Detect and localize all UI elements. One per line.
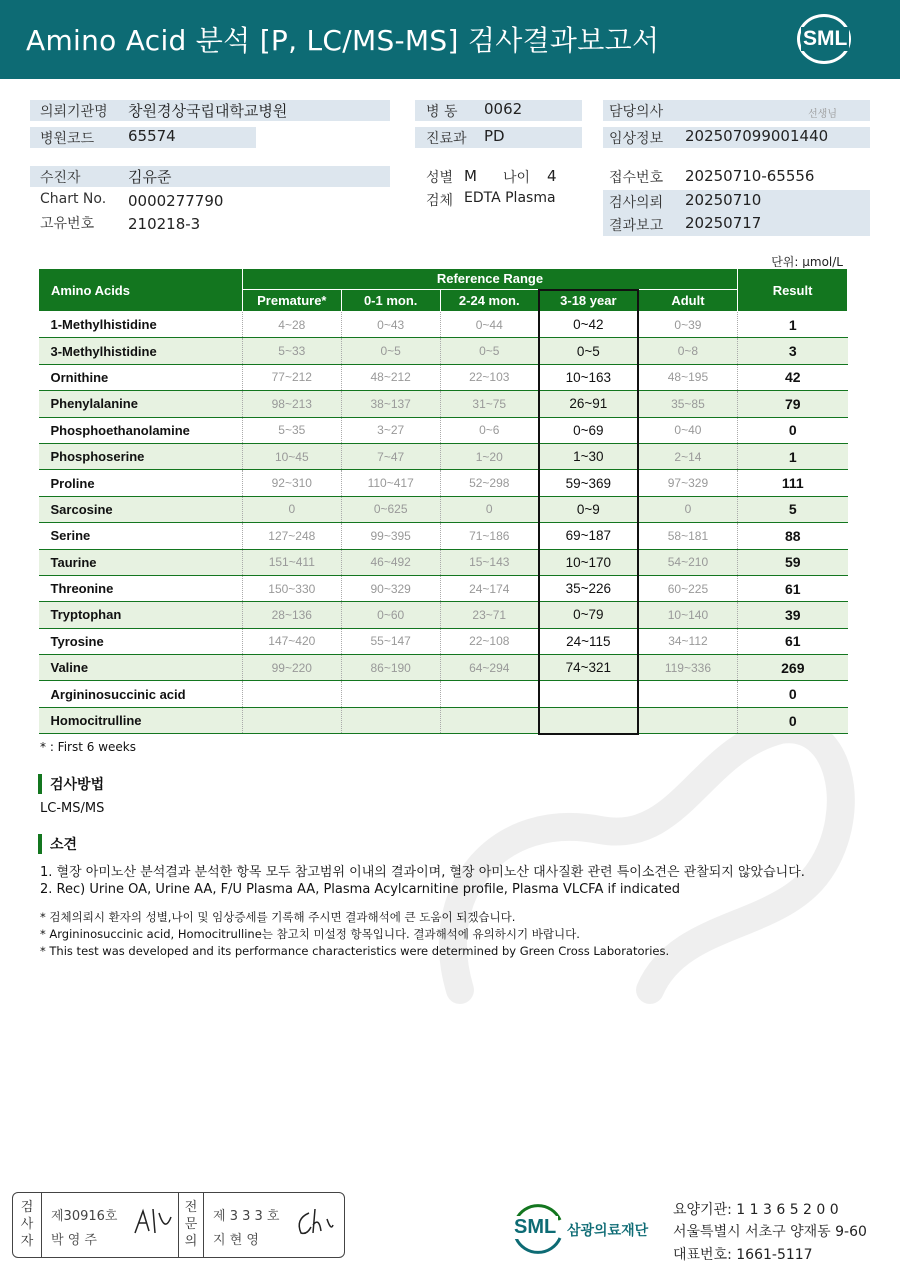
reference-range-highlight	[539, 681, 638, 707]
reference-range: 60~225	[638, 575, 738, 601]
report-date-value: 20250717	[685, 214, 762, 232]
report-title: Amino Acid 분석 [P, LC/MS-MS] 검사결과보고서	[26, 24, 660, 57]
table-row	[39, 628, 848, 654]
table-row	[39, 417, 848, 443]
reference-range: 64~294	[440, 655, 539, 681]
table-row	[39, 575, 848, 601]
col-reference-range: Reference Range	[242, 269, 737, 290]
reference-range	[341, 681, 440, 707]
reference-range-highlight: 35~226	[539, 575, 638, 601]
reference-range: 48~212	[341, 364, 440, 390]
reference-range-highlight: 0~42	[539, 312, 638, 338]
specimen-label: 검체	[426, 193, 454, 209]
age-value: 4	[547, 167, 557, 185]
reference-range: 48~195	[638, 364, 738, 390]
table-row	[39, 707, 848, 733]
reference-range: 0~40	[638, 417, 738, 443]
reference-range: 58~181	[638, 523, 738, 549]
reference-range: 55~147	[341, 628, 440, 654]
reference-range: 23~71	[440, 602, 539, 628]
col-range: Adult	[638, 290, 738, 312]
method-title: 검사방법	[38, 774, 104, 794]
reference-range: 52~298	[440, 470, 539, 496]
reference-range: 0~5	[440, 338, 539, 364]
organization-name: 삼광의료재단	[567, 1223, 649, 1239]
table-row	[39, 443, 848, 469]
reference-range: 77~212	[242, 364, 341, 390]
footnote: * : First 6 weeks	[40, 740, 136, 754]
reference-range: 147~420	[242, 628, 341, 654]
reference-range	[242, 681, 341, 707]
divider	[41, 1193, 42, 1257]
patient-name-label: 수진자	[40, 170, 81, 186]
result-value: 5	[738, 496, 848, 522]
result-value: 0	[738, 681, 848, 707]
ward-value: 0062	[484, 100, 523, 118]
amino-acid-name: Argininosuccinic acid	[39, 681, 243, 707]
reference-range: 24~174	[440, 575, 539, 601]
request-date-label: 검사의뢰	[609, 195, 664, 211]
reference-range-highlight: 0~69	[539, 417, 638, 443]
reference-range: 97~329	[638, 470, 738, 496]
examiner-label: 검 사 자	[20, 1200, 34, 1249]
reference-range	[440, 681, 539, 707]
specialist-label: 전 문 의	[184, 1200, 198, 1249]
reference-range-highlight: 74~321	[539, 655, 638, 681]
result-value: 1	[738, 312, 848, 338]
table-row	[39, 681, 848, 707]
amino-acid-name: Phosphoserine	[39, 443, 243, 469]
request-date-value: 20250710	[685, 191, 762, 209]
unit-label: 단위: μmol/L	[771, 255, 843, 269]
table-row	[39, 549, 848, 575]
report-date-label: 결과보고	[609, 218, 664, 234]
reference-range-highlight: 59~369	[539, 470, 638, 496]
report-header	[0, 0, 900, 79]
address: 서울특별시 서초구 양재동 9-60	[673, 1224, 867, 1240]
result-value: 0	[738, 707, 848, 733]
receipt-no-label: 접수번호	[609, 170, 664, 186]
reference-range: 5~35	[242, 417, 341, 443]
amino-acid-name: Sarcosine	[39, 496, 243, 522]
reference-range: 98~213	[242, 391, 341, 417]
info-band	[30, 166, 390, 187]
col-range: Premature*	[242, 290, 341, 312]
reference-range: 22~108	[440, 628, 539, 654]
reference-range: 31~75	[440, 391, 539, 417]
reference-range: 34~112	[638, 628, 738, 654]
reference-range: 127~248	[242, 523, 341, 549]
reference-range: 0	[440, 496, 539, 522]
amino-acid-name: Homocitrulline	[39, 707, 243, 733]
reference-range: 5~33	[242, 338, 341, 364]
reference-range: 0~5	[341, 338, 440, 364]
result-value: 39	[738, 602, 848, 628]
table-row	[39, 338, 848, 364]
reference-range-highlight: 69~187	[539, 523, 638, 549]
reference-range: 4~28	[242, 312, 341, 338]
signature-box	[12, 1192, 345, 1258]
col-amino-acids: Amino Acids	[39, 269, 243, 312]
result-value: 59	[738, 549, 848, 575]
reference-range: 110~417	[341, 470, 440, 496]
reference-range-highlight	[539, 707, 638, 733]
doctor-suffix: 선생님	[808, 109, 837, 120]
examiner-signature-icon	[131, 1203, 175, 1239]
reference-range: 99~395	[341, 523, 440, 549]
reference-range: 3~27	[341, 417, 440, 443]
sex-value: M	[464, 167, 477, 185]
unique-no-label: 고유번호	[40, 216, 95, 232]
reference-range: 0~8	[638, 338, 738, 364]
opinion-line: 1. 혈장 아미노산 분석결과 분석한 항목 모두 참고범위 이내의 결과이며, 혈장 아미노산 대사질환 관련 특이소견은 관찰되지 않았습니다.	[40, 865, 805, 880]
result-value: 111	[738, 470, 848, 496]
divider	[203, 1193, 204, 1257]
reference-range: 1~20	[440, 443, 539, 469]
amino-acid-name: Phosphoethanolamine	[39, 417, 243, 443]
result-value: 3	[738, 338, 848, 364]
reference-range: 46~492	[341, 549, 440, 575]
reference-range-highlight: 0~9	[539, 496, 638, 522]
result-value: 88	[738, 523, 848, 549]
chart-no-value: 0000277790	[128, 192, 224, 210]
reference-range-highlight: 26~91	[539, 391, 638, 417]
result-value: 79	[738, 391, 848, 417]
amino-acid-name: Ornithine	[39, 364, 243, 390]
reference-range: 0	[242, 496, 341, 522]
reference-range: 35~85	[638, 391, 738, 417]
col-range: 2-24 mon.	[440, 290, 539, 312]
examiner-license: 제30916호	[51, 1209, 118, 1224]
institution-label: 의뢰기관명	[40, 104, 108, 120]
result-value: 61	[738, 575, 848, 601]
table-row	[39, 655, 848, 681]
hospital-code-label: 병원코드	[40, 131, 95, 147]
institution-code: 요양기관: 1 1 3 6 5 2 0 0	[673, 1202, 839, 1218]
clinical-info-label: 임상정보	[609, 131, 664, 147]
opinion-title: 소견	[38, 834, 77, 854]
reference-range: 90~329	[341, 575, 440, 601]
result-value: 42	[738, 364, 848, 390]
reference-range: 92~310	[242, 470, 341, 496]
sex-label: 성별	[426, 170, 454, 186]
reference-range	[341, 707, 440, 733]
reference-range: 38~137	[341, 391, 440, 417]
doctor-label: 담당의사	[609, 104, 664, 120]
reference-range: 86~190	[341, 655, 440, 681]
amino-acid-name: Valine	[39, 655, 243, 681]
reference-range: 15~143	[440, 549, 539, 575]
amino-acid-name: Tyrosine	[39, 628, 243, 654]
table-row	[39, 523, 848, 549]
department-label: 진료과	[426, 131, 467, 147]
result-value: 1	[738, 443, 848, 469]
reference-range: 2~14	[638, 443, 738, 469]
reference-range-highlight: 1~30	[539, 443, 638, 469]
specialist-signature-icon	[293, 1205, 337, 1239]
reference-range: 0~39	[638, 312, 738, 338]
reference-range	[638, 707, 738, 733]
reference-range: 71~186	[440, 523, 539, 549]
sml-watermark-icon	[420, 690, 870, 1030]
hospital-code-value: 65574	[128, 127, 176, 145]
col-range: 0-1 mon.	[341, 290, 440, 312]
table-row	[39, 391, 848, 417]
amino-acid-name: Tryptophan	[39, 602, 243, 628]
reference-range-highlight: 24~115	[539, 628, 638, 654]
chart-no-label: Chart No.	[40, 191, 107, 207]
specialist-name: 지 현 영	[213, 1233, 259, 1248]
clinical-info-value: 202507099001440	[685, 127, 829, 145]
amino-acid-name: Phenylalanine	[39, 391, 243, 417]
result-value: 0	[738, 417, 848, 443]
note-line: * Argininosuccinic acid, Homocitrulline는 참고치 미설정 항목입니다. 결과해석에 유의하시기 바랍니다.	[40, 927, 580, 941]
reference-range	[638, 681, 738, 707]
table-row	[39, 496, 848, 522]
reference-range: 0	[638, 496, 738, 522]
age-label: 나이	[503, 170, 531, 186]
reference-range: 151~411	[242, 549, 341, 575]
amino-acid-table	[38, 268, 848, 735]
table-row	[39, 602, 848, 628]
reference-range-highlight: 0~5	[539, 338, 638, 364]
note-line: * 검체의뢰시 환자의 성별,나이 및 임상증세를 기록해 주시면 결과해석에 큰 도움이 되겠습니다.	[40, 910, 516, 924]
examiner-name: 박 영 주	[51, 1233, 97, 1248]
reference-range: 0~44	[440, 312, 539, 338]
reference-range: 119~336	[638, 655, 738, 681]
reference-range: 0~43	[341, 312, 440, 338]
reference-range: 10~140	[638, 602, 738, 628]
reference-range	[242, 707, 341, 733]
amino-acid-name: Serine	[39, 523, 243, 549]
specimen-value: EDTA Plasma	[464, 190, 556, 206]
reference-range: 10~45	[242, 443, 341, 469]
reference-range-highlight: 0~79	[539, 602, 638, 628]
amino-acid-name: 3-Methylhistidine	[39, 338, 243, 364]
phone: 대표번호: 1661-5117	[673, 1247, 813, 1263]
reference-range: 7~47	[341, 443, 440, 469]
receipt-no-value: 20250710-65556	[685, 167, 815, 185]
divider	[178, 1193, 179, 1257]
reference-range: 0~6	[440, 417, 539, 443]
reference-range: 150~330	[242, 575, 341, 601]
sml-logo-text: SML	[803, 27, 848, 50]
specialist-license: 제 3 3 3 호	[213, 1209, 280, 1224]
reference-range: 0~625	[341, 496, 440, 522]
amino-acid-name: Proline	[39, 470, 243, 496]
table-row	[39, 364, 848, 390]
sml-logo-text: SML	[514, 1216, 557, 1238]
result-value: 61	[738, 628, 848, 654]
amino-acid-name: Threonine	[39, 575, 243, 601]
department-value: PD	[484, 127, 505, 145]
opinion-line: 2. Rec) Urine OA, Urine AA, F/U Plasma AA, Plasma Acylcarnitine profile, Plasma VLCFA if indicated	[40, 882, 680, 897]
patient-name-value: 김유준	[128, 168, 172, 186]
amino-acid-name: 1-Methylhistidine	[39, 312, 243, 338]
reference-range-highlight: 10~170	[539, 549, 638, 575]
institution-value: 창원경상국립대학교병원	[128, 102, 288, 120]
result-value: 269	[738, 655, 848, 681]
reference-range	[440, 707, 539, 733]
table-row	[39, 470, 848, 496]
reference-range: 22~103	[440, 364, 539, 390]
sml-footer-logo	[508, 1200, 568, 1260]
method-value: LC-MS/MS	[40, 801, 105, 816]
col-result: Result	[738, 269, 848, 312]
col-range-highlight: 3-18 year	[539, 290, 638, 312]
reference-range: 28~136	[242, 602, 341, 628]
note-line: * This test was developed and its performance characteristics were determined by Green Cross Laboratories.	[40, 944, 670, 958]
amino-acid-name: Taurine	[39, 549, 243, 575]
reference-range: 0~60	[341, 602, 440, 628]
table-row	[39, 312, 848, 338]
reference-range: 99~220	[242, 655, 341, 681]
reference-range-highlight: 10~163	[539, 364, 638, 390]
ward-label: 병 동	[426, 104, 458, 120]
unique-no-value: 210218-3	[128, 215, 201, 233]
reference-range: 54~210	[638, 549, 738, 575]
